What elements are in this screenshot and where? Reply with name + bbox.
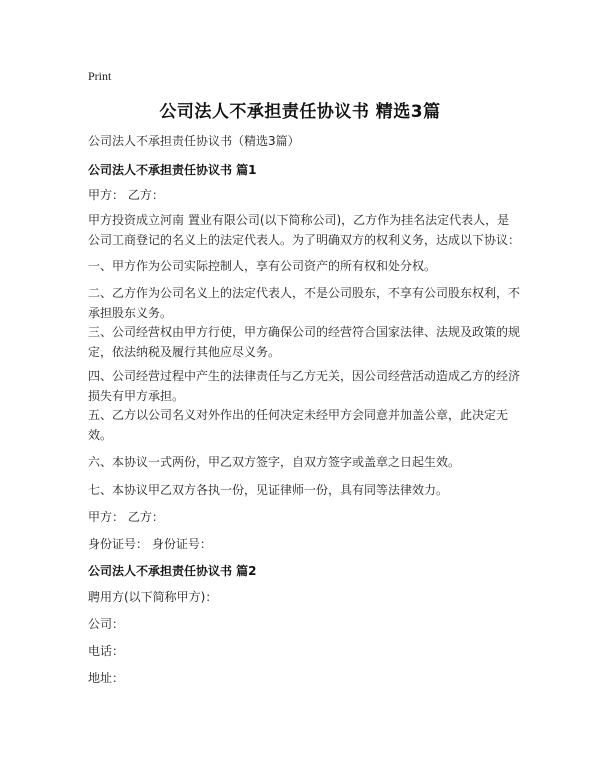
section1-clause7: 七、本协议甲乙双方各执一份，见证律师一份，具有同等法律效力。 — [88, 483, 449, 497]
section1-id-numbers: 身份证号： 身份证号： — [88, 537, 212, 551]
print-link[interactable]: Print — [88, 69, 112, 83]
section2-company: 公司： — [88, 617, 125, 631]
section2-phone: 电话： — [88, 644, 125, 658]
document-subtitle: 公司法人不承担责任协议书（精选3篇） — [88, 134, 300, 148]
section1-clause6: 六、本协议一式两份，甲乙双方签字，自双方签字或盖章之日起生效。 — [88, 455, 461, 469]
section1-heading: 公司法人不承担责任协议书 篇1 — [88, 163, 257, 177]
section1-clause2: 二、乙方作为公司名义上的法定代表人，不是公司股东，不享有公司股东权利，不承担股东义务。 — [88, 286, 521, 320]
section1-intro: 甲方投资成立河南 置业有限公司(以下简称公司)，乙方作为挂名法定代表人，是公司工商登记的名义上的法定代表人。为了明确双方的权利义务，达成以下协议： — [88, 213, 521, 247]
section2-heading: 公司法人不承担责任协议书 篇2 — [88, 564, 257, 578]
section2-address: 地址： — [88, 671, 125, 685]
document-title: 公司法人不承担责任协议书 精选3篇 — [159, 102, 441, 122]
section1-clause5: 五、乙方以公司名义对外作出的任何决定未经甲方会同意并加盖公章，此决定无效。 — [88, 408, 509, 442]
section1-clause4: 四、公司经营过程中产生的法律责任与乙方无关，因公司经营活动造成乙方的经济损失有甲方承担。 — [88, 369, 521, 403]
section1-clause1: 一、甲方作为公司实际控制人，享有公司资产的所有权和处分权。 — [88, 259, 437, 273]
section1-parties: 甲方： 乙方： — [88, 188, 164, 202]
section2-employer: 聘用方(以下简称甲方)： — [88, 590, 218, 604]
section1-sign-parties: 甲方： 乙方： — [88, 510, 164, 524]
section1-clause3: 三、公司经营权由甲方行使，甲方确保公司的经营符合国家法律、法规及政策的规定，依法纳税及履行其他应尽义务。 — [88, 325, 521, 359]
